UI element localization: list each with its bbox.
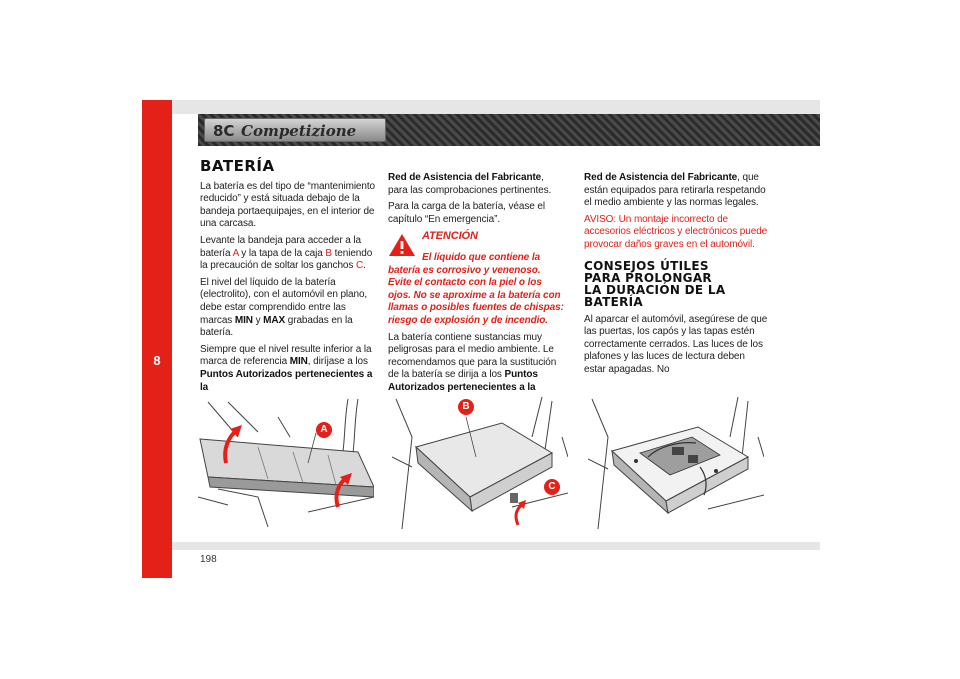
paragraph: Red de Asistencia del Fabricante, para las comprobaciones pertinentes. <box>388 172 552 196</box>
figure-battery-box <box>392 397 568 529</box>
footer-band <box>172 542 820 550</box>
paragraph: El nivel del líquido de la batería (electrolito), con el automóvil en plano, debe estar comprendido entre las marcas MIN y MAX grabadas en la batería. <box>200 276 368 339</box>
header-logo <box>204 118 386 142</box>
page-number: 198 <box>200 554 217 565</box>
svg-text:8C: 8C <box>213 122 235 139</box>
paragraph: Para la carga de la batería, véase el capítulo “En emergencia”. <box>388 201 545 225</box>
chapter-number: 8 <box>153 353 161 368</box>
paragraph: Red de Asistencia del Fabricante, que están equipados para retirarla respetando el medio ambiente y las normas legales. <box>584 172 766 209</box>
notice-paragraph: AVISO: Un montaje incorrecto de accesorios eléctricos y electrónicos puede provocar daños graves en el automóvil. <box>584 213 768 250</box>
paragraph: Levante la bandeja para acceder a la batería A y la tapa de la caja B teniendo la precaución de soltar los ganchos C. <box>200 234 373 272</box>
figure-label-a: A <box>316 422 332 438</box>
warning-title: ATENCIÓN <box>422 230 478 243</box>
paragraph: Siempre que el nivel resulte inferior a la marca de referencia MIN, diríjase a los Puntos Autorizados pertenecientes a la <box>200 343 373 393</box>
section-title-bateria: BATERÍA <box>200 157 275 175</box>
figure-battery-open <box>588 397 764 529</box>
ref-letter: A <box>232 247 239 259</box>
chapter-tab <box>142 100 172 578</box>
figure-label-c: C <box>544 479 560 495</box>
svg-text:Competizione: Competizione <box>241 122 357 139</box>
warning-triangle-icon <box>388 230 418 262</box>
logo-lettering <box>211 121 381 139</box>
figure-label-b: B <box>458 399 474 415</box>
paragraph: La batería contiene sustancias muy peligrosas para el medio ambiente. Le recomendamos que para la sustitución de la batería se dirija a los Puntos Autorizados pertenecientes a la <box>388 331 557 393</box>
column-3 <box>584 172 769 381</box>
ref-letter: C <box>355 260 364 272</box>
paragraph: La batería es del tipo de “mantenimiento reducido” y está situada debajo de la bandeja portaequipajes, en el interior de una carcasa. <box>200 180 375 230</box>
warning-text: El líquido que contiene la batería es corrosivo y venenoso. Evite el contacto con la piel o los ojos. No se aproxime a la batería con llamas o posibles fuentes de chispas: riesgo de explosión y de incendio. <box>388 251 564 326</box>
figure-trunk-tray <box>198 397 374 529</box>
column-1 <box>200 157 378 398</box>
header-band <box>172 100 820 114</box>
paragraph: Al aparcar el automóvil, asegúrese de que las puertas, los capós y las tapas estén correctamente cerrados. Las luces de los plafones y las luces de lectura deben estar apagadas. No <box>584 313 768 375</box>
section-title-consejos: CONSEJOS ÚTILES PARA PROLONGAR LA DURACIÓN DE LA BATERÍA <box>584 258 726 309</box>
column-2 <box>388 172 566 399</box>
ref-letter: B <box>325 247 332 259</box>
